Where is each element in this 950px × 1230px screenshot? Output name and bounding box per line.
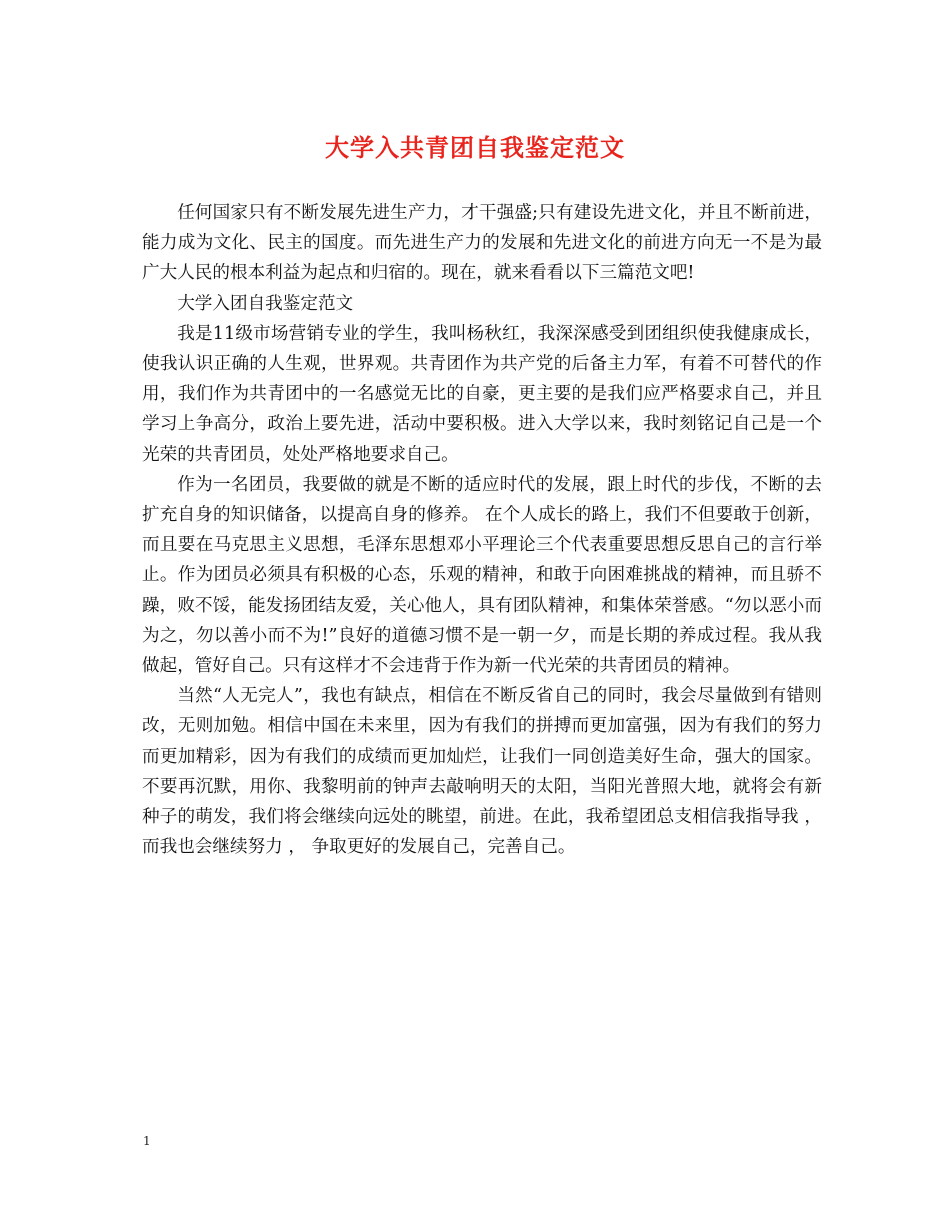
section-heading: 大学入团自我鉴定范文 <box>177 293 354 314</box>
document-title: 大学入共青团自我鉴定范文 <box>325 133 625 162</box>
page-number: 1 <box>143 1134 151 1148</box>
body-paragraph: 当然“人无完人”，我也有缺点，相信在不断反省自己的同时，我会尽量做到有错则改，无则加勉。相信中国在未来里，因为有我们的拼搏而更加富强，因为有我们的努力而更加精彩，因为有我们的成绩而更加灿烂，让我们一同创造美好生命，强大的国家。不要再沉默，用你、我黎明前的钟声去敲响明天的太阳，当阳光普照大地，就将会有新种子的萌发，我们将会继续向远处的眺望，前进。在此，我希望团总支相信我指导我 ， 而我也会继续努力 ， 争取更好的发展自己，完善自己。 <box>142 686 822 858</box>
document-body <box>142 198 822 862</box>
body-paragraph: 我是11级市场营销专业的学生，我叫杨秋红，我深深感受到团组织使我健康成长，使我认识正确的人生观，世界观。共青团作为共产党的后备主力军，有着不可替代的作用，我们作为共青团中的一名感觉无比的自豪，更主要的是我们应严格要求自己，并且学习上争高分，政治上要先进，活动中要积极。进入大学以来，我时刻铭记自己是一个光荣的共青团员，处处严格地要求自己。 <box>142 323 822 465</box>
intro-paragraph: 任何国家只有不断发展先进生产力，才干强盛;只有建设先进文化，并且不断前进，能力成为文化、民主的国度。而先进生产力的发展和先进文化的前进方向无一不是为最广大人民的根本利益为起点和归宿的。现在，就来看看以下三篇范文吧! <box>142 203 822 284</box>
body-paragraph: 作为一名团员，我要做的就是不断的适应时代的发展，跟上时代的步伐，不断的去扩充自身的知识储备，以提高自身的修养。 在个人成长的路上，我们不但要敢于创新，而且要在马克思主义思想，毛泽东思想邓小平理论三个代表重要思想反思自己的言行举止。作为团员必须具有积极的心态，乐观的精神，和敢于向困难挑战的精神，而且骄不躁，败不馁，能发扬团结友爱，关心他人，具有团队精神，和集体荣誉感。“勿以恶小而为之，勿以善小而不为!”良好的道德习惯不是一朝一夕，而是长期的养成过程。我从我做起，管好自己。只有这样才不会违背于作为新一代光荣的共青团员的精神。 <box>142 474 822 677</box>
